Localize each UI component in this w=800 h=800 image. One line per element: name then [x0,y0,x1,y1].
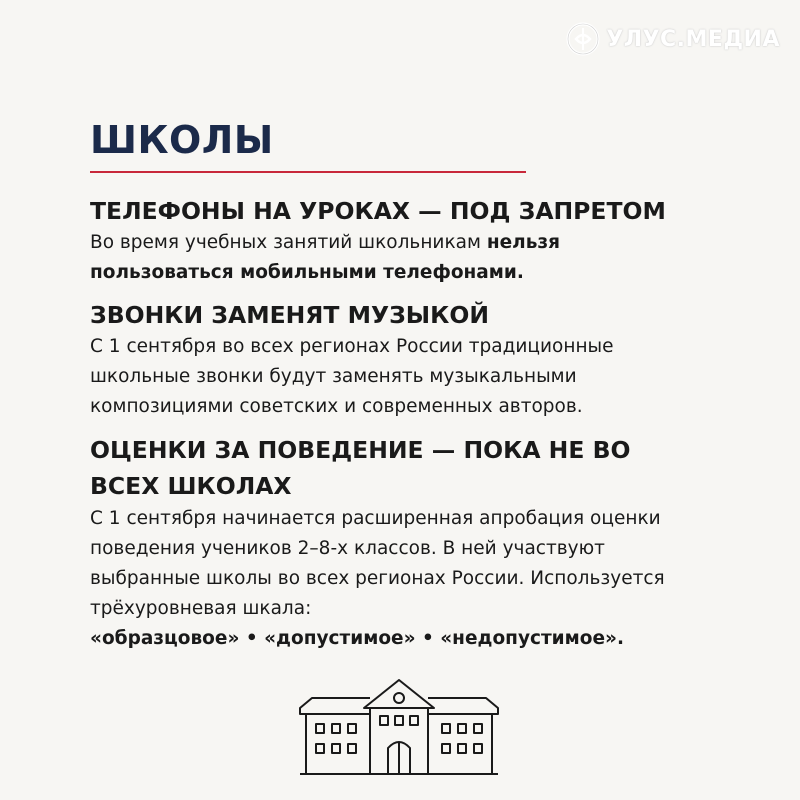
brand-logo[interactable] [566,22,780,56]
block-text-phones-plain: Во время учебных занятий школьникам [90,232,487,253]
block-text-behavior: С 1 сентября начинается расширенная апробация оценки поведения учеников 2–8-х классов. В ней участвуют выбранные школы во всех регионах России. Используется трёхуровневая шкала: [90,508,665,619]
school-building-icon [298,676,500,776]
block-text-phones-bold: нельзя пользоваться мобильными телефонами. [90,232,561,283]
block-text-bells: С 1 сентября во всех регионах России традиционные школьные звонки будут заменять музыкальными композициями советских и современных авторов. [90,336,614,417]
page-title: ШКОЛЫ [90,118,274,162]
block-text-behavior-scale: «образцовое» • «допустимое» • «недопустимое». [90,628,625,649]
brand-name: УЛУС.МЕДИА [606,26,780,52]
block-title-phones: ТЕЛЕФОНЫ НА УРОКАХ — ПОД ЗАПРЕТОМ [90,197,666,225]
article-content [90,194,730,654]
block-title-bells: ЗВОНКИ ЗАМЕНЯТ МУЗЫКОЙ [90,301,490,329]
block-text-phones [90,228,630,288]
block-title-behavior: ОЦЕНКИ ЗА ПОВЕДЕНИЕ — ПОКА НЕ ВО ВСЕХ ШКОЛАХ [90,436,631,500]
title-divider [90,171,526,173]
ulus-media-logo-icon [566,22,600,56]
